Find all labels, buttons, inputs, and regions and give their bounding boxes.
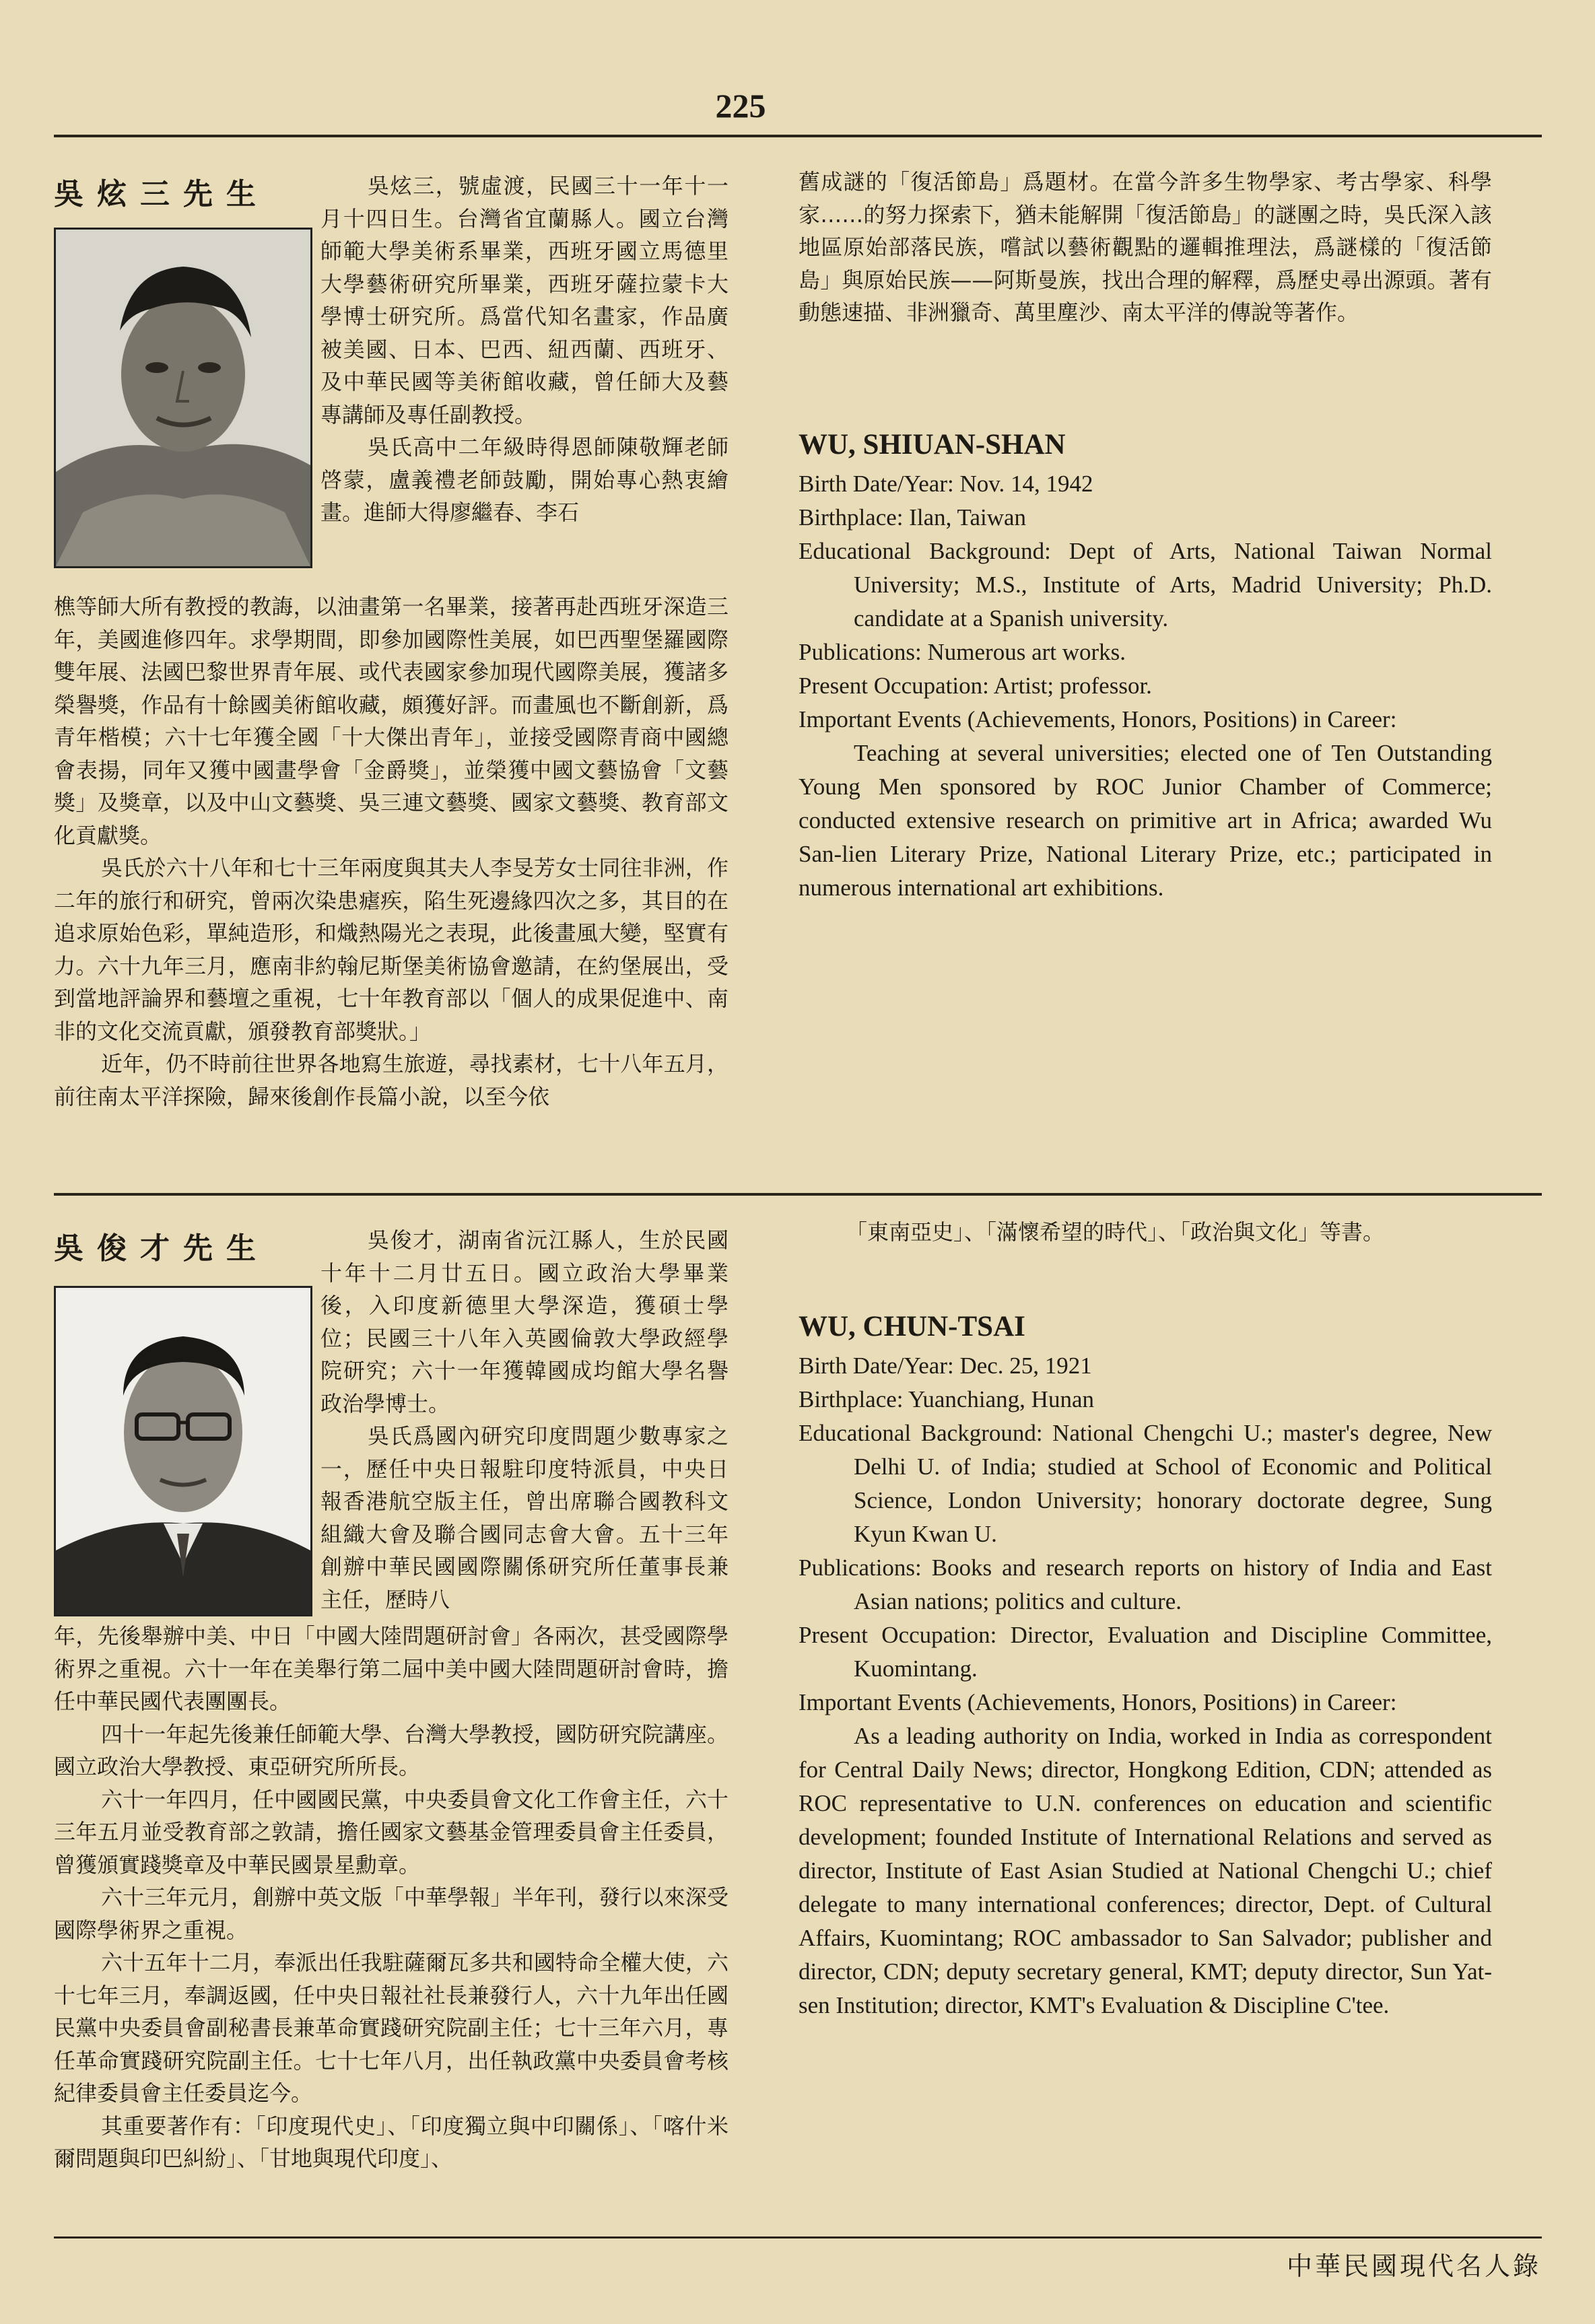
entry2-cn-continued-text: 「東南亞史」、「滿懷希望的時代」、「政治與文化」等書。 (846, 1219, 1385, 1245)
entry1-en-birthplace: Birthplace: Ilan, Taiwan (799, 504, 1027, 531)
entry2-en-birthdate: Birth Date/Year: Dec. 25, 1921 (799, 1353, 1092, 1379)
entry2-cn-body-p3: 六十一年四月，任中國國民黨，中央委員會文化工作會主任，六十三年五月並受教育部之敦請，擔任國家文藝基金管理委員會主任委員，曾獲頒實踐獎章及中華民國景星勳章。 (54, 1786, 728, 1878)
entry2-cn-lead (320, 1224, 728, 1616)
entry2-cn-body-p4: 六十三年元月，創辦中英文版「中華學報」半年刊，發行以來深受國際學術界之重視。 (54, 1884, 728, 1943)
entry1-cn-lead-p2: 吳氏高中二年級時得恩師陳敬輝老師啓蒙，盧義禮老師鼓勵，開始專心熱衷繪畫。進師大得廖繼春、李石 (320, 434, 728, 525)
entry1-en-name: WU, SHIUAN-SHAN (799, 429, 1066, 460)
entry2-cn-body-p1: 年，先後舉辦中美、中日「中國大陸問題研討會」各兩次，甚受國際學術界之重視。六十一年在美舉行第二屆中美中國大陸問題研討會時，擔任中華民國代表團團長。 (54, 1623, 728, 1714)
footer-book-title: 中華民國現代名人錄 (1286, 2251, 1541, 2281)
entry2-cn-body-p6: 其重要著作有：「印度現代史」、「印度獨立與中印關係」、「喀什米爾問題與印巴糾紛」、「甘地與現代印度」、 (54, 2113, 728, 2171)
entry1-portrait-photo (54, 228, 312, 568)
entry2-en-occupation: Present Occupation: Director, Evaluation and Discipline Committee, Kuomintang. (799, 1622, 1492, 1682)
entry2-cn-body-p2: 四十一年起先後兼任師範大學、台灣大學教授，國防研究院講座。國立政治大學教授、東亞研究所所長。 (54, 1721, 728, 1779)
entry1-cn-continued-text: 舊成謎的「復活節島」爲題材。在當今許多生物學家、考古學家、科學家……的努力探索下，猶未能解開「復活節島」的謎團之時，吳氏深入該地區原始部落民族，嚐試以藝術觀點的邏輯推理法，爲謎樣的「復活節島」與原始民族——阿斯曼族，找出合理的解釋，爲歷史尋出源頭。著有動態速描、非洲獵奇、萬里塵沙、南太平洋的傳說等著作。 (799, 169, 1492, 325)
bottom-rule (54, 2236, 1542, 2238)
entry-divider (54, 1193, 1542, 1196)
entry1-cn-body (54, 590, 728, 1113)
entry1-en-publications: Publications: Numerous art works. (799, 639, 1126, 665)
entry2-en-name: WU, CHUN-TSAI (799, 1311, 1025, 1342)
entry2-portrait-photo (54, 1286, 312, 1616)
entry1-en-birthdate: Birth Date/Year: Nov. 14, 1942 (799, 471, 1093, 497)
entry2-cn-lead-p2: 吳氏爲國內研究印度問題少數專家之一，歷任中央日報駐印度特派員，中央日報香港航空版主任，曾出席聯合國教科文組織大會及聯合國同志會大會。五十三年創辦中華民國國際關係研究所任董事長兼主任，歷時八 (320, 1423, 728, 1612)
entry1-english-block (799, 425, 1492, 905)
page-number: 225 (715, 87, 766, 125)
entry1-cn-body-p1: 樵等師大所有教授的教誨，以油畫第一名畢業，接著再赴西班牙深造三年，美國進修四年。求學期間，即參加國際性美展，如巴西聖堡羅國際雙年展、法國巴黎世界青年展、或代表國家參加現代國際美展，獲諸多榮譽獎，作品有十餘國美術館收藏，頗獲好評。而畫風也不斷創新，爲青年楷模；六十七年獲全國「十大傑出青年」，並接受國際青商中國總會表揚，同年又獲中國畫學會「金爵獎」，並榮獲中國文藝協會「文藝獎」及獎章，以及中山文藝獎、吳三連文藝獎、國家文藝獎、教育部文化貢獻獎。 (54, 594, 728, 848)
entry1-en-occupation: Present Occupation: Artist; professor. (799, 673, 1152, 699)
entry1-cn-body-p3: 近年，仍不時前往世界各地寫生旅遊，尋找素材，七十八年五月，前往南太平洋探險，歸來後創作長篇小說，以至今依 (54, 1051, 728, 1109)
entry1-cn-continued (799, 166, 1492, 329)
entry1-en-events-heading: Important Events (Achievements, Honors, Positions) in Career: (799, 706, 1397, 732)
entry1-name-cn: 吳炫三先生 (54, 177, 269, 211)
entry2-cn-continued (799, 1216, 1492, 1249)
entry1-cn-lead-p1: 吳炫三，號虛渡，民國三十一年十一月十四日生。台灣省宜蘭縣人。國立台灣師範大學美術系畢業，西班牙國立馬德里大學藝術研究所畢業，西班牙薩拉蒙卡大學博士研究所。爲當代知名畫家，作品廣被美國、日本、巴西、紐西蘭、西班牙、及中華民國等美術館收藏，曾任師大及藝專講師及專任副教授。 (320, 173, 728, 428)
entry2-en-birthplace: Birthplace: Yuanchiang, Hunan (799, 1386, 1094, 1412)
entry2-cn-lead-p1: 吳俊才，湖南省沅江縣人，生於民國十年十二月廿五日。國立政治大學畢業後，入印度新德里大學深造，獲碩士學位；民國三十八年入英國倫敦大學政經學院研究；六十一年獲韓國成均館大學名譽政治學博士。 (320, 1227, 728, 1416)
entry2-english-block (799, 1307, 1492, 2022)
entry2-cn-body (54, 1620, 728, 2175)
entry1-en-career: Teaching at several universities; elected one of Ten Outstanding Young Men sponsored by ROC Junior Chamber of Commerce; conducted extensive research on primitive art in Africa; awarded Wu San-lien Literary Prize, National Literary Prize, etc.; participated in numerous international art exhibitions. (799, 740, 1492, 901)
entry1-cn-body-p2: 吳氏於六十八年和七十三年兩度與其夫人李旻芳女士同往非洲，作二年的旅行和研究，曾兩次染患瘧疾，陷生死邊緣四次之多，其目的在追求原始色彩，單純造形，和熾熱陽光之表現，此後畫風大變，堅實有力。六十九年三月，應南非約翰尼斯堡美術協會邀請，在約堡展出，受到當地評論界和藝壇之重視，七十年教育部以「個人的成果促進中、南非的文化交流貢獻，頒發教育部獎狀。」 (54, 855, 728, 1044)
entry1-en-education: Educational Background: Dept of Arts, National Taiwan Normal University; M.S., Institute of Arts, Madrid University; Ph.D. candidate at a Spanish university. (799, 538, 1492, 631)
entry2-name-cn: 吳俊才先生 (54, 1231, 269, 1266)
entry2-en-events-heading: Important Events (Achievements, Honors, Positions) in Career: (799, 1689, 1397, 1715)
entry2-en-education: Educational Background: National Chengchi U.; master's degree, New Delhi U. of India; studied at School of Economic and Political Science, London University; honorary doctorate degree, Sung Kyun Kwan U. (799, 1420, 1492, 1547)
entry2-cn-body-p5: 六十五年十二月，奉派出任我駐薩爾瓦多共和國特命全權大使，六十七年三月，奉調返國，任中央日報社社長兼發行人，六十九年出任國民黨中央委員會副秘書長兼革命實踐研究院副主任；七十三年六月，專任革命實踐研究院副主任。七十七年八月，出任執政黨中央委員會考核紀律委員會主任委員迄今。 (54, 1950, 728, 2106)
entry2-en-publications: Publications: Books and research reports on history of India and East Asian nations; politics and culture. (799, 1554, 1492, 1614)
entry2-en-career: As a leading authority on India, worked in India as correspondent for Central Daily News; director, Hongkong Edition, CDN; attended as ROC representative to U.N. conferences on education and scientific development; founded Institute of International Relations and served as director, Institute of East Asian Studied at National Chengchi U.; chief delegate to many international conferences; director, Dept. of Cultural Affairs, Kuomintang; ROC ambassador to San Salvador; publisher and director, CDN; deputy secretary general, KMT; deputy director, Sun Yat-sen Institution; director, KMT's Evaluation & Discipline C'tee. (799, 1723, 1492, 2018)
entry1-cn-lead (320, 170, 728, 529)
top-rule (54, 135, 1542, 137)
